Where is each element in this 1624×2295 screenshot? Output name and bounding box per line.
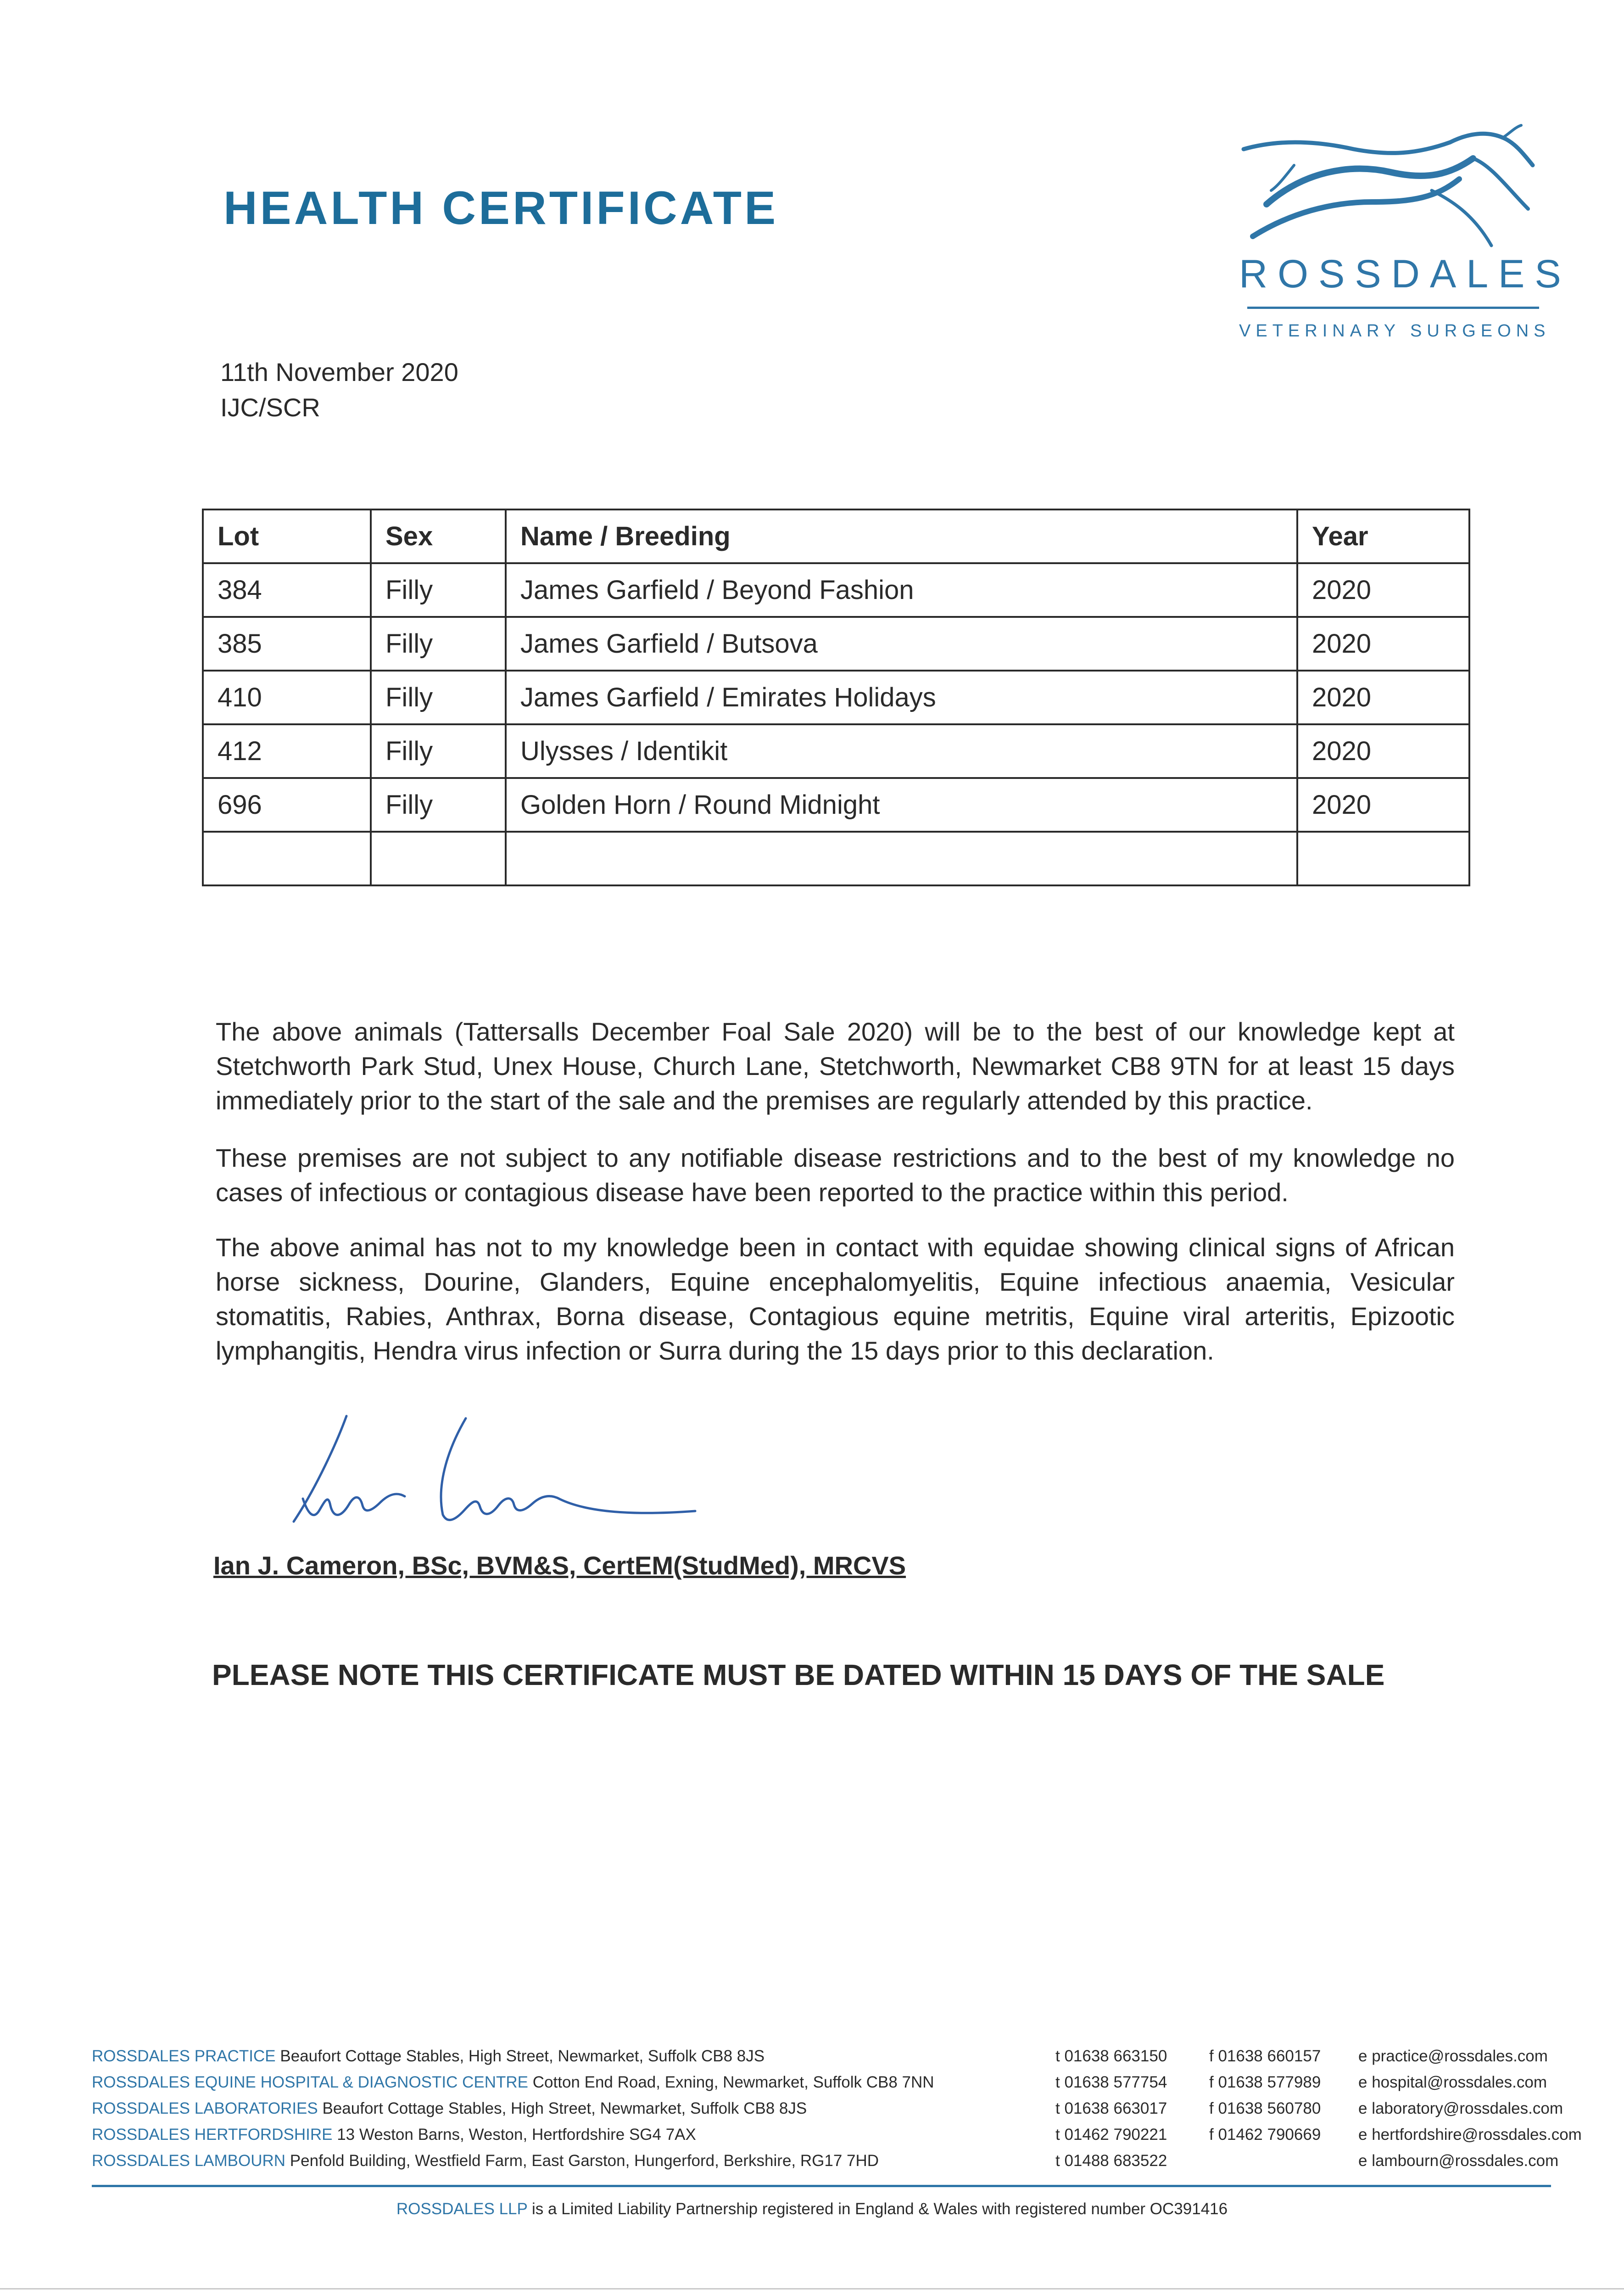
- legal-company-name: ROSSDALES LLP: [396, 2200, 528, 2218]
- cell-lot: 412: [203, 724, 371, 778]
- table-row: [203, 563, 1469, 617]
- cell-lot: 385: [203, 617, 371, 671]
- location-name: ROSSDALES EQUINE HOSPITAL & DIAGNOSTIC CENTRE: [92, 2073, 529, 2091]
- cell-sex: [371, 832, 506, 885]
- location-address: Beaufort Cottage Stables, High Street, Newmarket, Suffolk CB8 8JS: [280, 2047, 765, 2065]
- legal-text: is a Limited Liability Partnership registered in England & Wales with registered number OC391416: [531, 2200, 1228, 2218]
- horse-logo-icon: [1234, 122, 1546, 255]
- cell-year: 2020: [1297, 563, 1469, 617]
- certificate-note: PLEASE NOTE THIS CERTIFICATE MUST BE DATED WITHIN 15 DAYS OF THE SALE: [212, 1658, 1385, 1691]
- cell-sex: Filly: [371, 617, 506, 671]
- logo-wordmark: ROSSDALES: [1239, 252, 1571, 296]
- location-address: Cotton End Road, Exning, Newmarket, Suffolk CB8 7NN: [532, 2073, 934, 2091]
- cell-name-breeding: James Garfield / Emirates Holidays: [506, 671, 1297, 724]
- location-name: ROSSDALES HERTFORDSHIRE: [92, 2126, 333, 2144]
- location-email: e hertfordshire@rossdales.com: [1358, 2126, 1582, 2144]
- footer-location-row: [92, 2152, 1559, 2178]
- column-header-name-breeding: Name / Breeding: [506, 509, 1297, 563]
- location-fax: f 01462 790669: [1209, 2126, 1321, 2144]
- cell-lot: 384: [203, 563, 371, 617]
- table-header-row: [203, 509, 1469, 563]
- handwritten-signature: [285, 1414, 789, 1533]
- cell-year: 2020: [1297, 671, 1469, 724]
- cell-name-breeding: Golden Horn / Round Midnight: [506, 778, 1297, 832]
- cell-lot: 696: [203, 778, 371, 832]
- location-telephone: t 01462 790221: [1055, 2126, 1167, 2144]
- location-telephone: t 01638 663017: [1055, 2099, 1167, 2117]
- cell-lot: [203, 832, 371, 885]
- cell-name-breeding: James Garfield / Beyond Fashion: [506, 563, 1297, 617]
- location-address: Penfold Building, Westfield Farm, East Garston, Hungerford, Berkshire, RG17 7HD: [290, 2152, 879, 2170]
- cell-name-breeding: Ulysses / Identikit: [506, 724, 1297, 778]
- column-header-sex: Sex: [371, 509, 506, 563]
- certificate-title: HEALTH CERTIFICATE: [223, 182, 779, 234]
- location-telephone: t 01638 663150: [1055, 2047, 1167, 2065]
- rossdales-logo: [1234, 122, 1571, 351]
- logo-divider: [1247, 307, 1539, 309]
- location-name: ROSSDALES PRACTICE: [92, 2047, 276, 2065]
- location-address: Beaufort Cottage Stables, High Street, Newmarket, Suffolk CB8 8JS: [322, 2099, 807, 2117]
- lot-table: [202, 509, 1470, 886]
- letter-date: 11th November 2020: [220, 358, 458, 386]
- table-row: [203, 778, 1469, 832]
- column-header-year: Year: [1297, 509, 1469, 563]
- footer-location-row: [92, 2126, 1582, 2152]
- signer-name: Ian J. Cameron, BSc, BVM&S, CertEM(StudMed), MRCVS: [213, 1551, 906, 1580]
- location-fax: f 01638 560780: [1209, 2099, 1321, 2117]
- location-email: e laboratory@rossdales.com: [1358, 2099, 1563, 2117]
- location-email: e hospital@rossdales.com: [1358, 2073, 1547, 2091]
- footer-locations: [92, 2047, 1582, 2178]
- location-email: e lambourn@rossdales.com: [1358, 2152, 1559, 2170]
- column-header-lot: Lot: [203, 509, 371, 563]
- logo-subtitle: VETERINARY SURGEONS: [1239, 321, 1551, 341]
- cell-sex: Filly: [371, 778, 506, 832]
- legal-notice: [0, 2200, 1624, 2218]
- location-address: 13 Weston Barns, Weston, Hertfordshire SG4 7AX: [337, 2126, 696, 2144]
- footer-location-row: [92, 2047, 1551, 2073]
- cell-lot: 410: [203, 671, 371, 724]
- cell-sex: Filly: [371, 671, 506, 724]
- footer-location-row: [92, 2073, 1551, 2099]
- location-name: ROSSDALES LAMBOURN: [92, 2152, 286, 2170]
- signature-icon: [285, 1414, 789, 1533]
- page-edge: [0, 2288, 1624, 2289]
- table-row: [203, 724, 1469, 778]
- statement-paragraph: These premises are not subject to any notifiable disease restrictions and to the best of my knowledge no cases of infectious or contagious disease have been reported to the practice within this period.: [216, 1143, 1455, 1207]
- cell-name-breeding: [506, 832, 1297, 885]
- location-name: ROSSDALES LABORATORIES: [92, 2099, 318, 2117]
- statement-paragraph: The above animal has not to my knowledge been in contact with equidae showing clinical signs of African horse sickness, Dourine, Glanders, Equine encephalomyelitis, Equine infectious anaemia, Vesicular stomatitis, Rabies, Anthrax, Borna disease, Contagious equine metritis, Equine viral arteritis, Epizootic lymphangitis, Hendra virus infection or Surra during the 15 days prior to this declaration.: [216, 1233, 1455, 1365]
- cell-year: 2020: [1297, 778, 1469, 832]
- location-fax: f 01638 660157: [1209, 2047, 1321, 2065]
- location-fax: f 01638 577989: [1209, 2073, 1321, 2091]
- footer-divider: [92, 2185, 1551, 2187]
- location-telephone: t 01638 577754: [1055, 2073, 1167, 2091]
- table-row: [203, 671, 1469, 724]
- cell-year: [1297, 832, 1469, 885]
- table-row: [203, 617, 1469, 671]
- cell-sex: Filly: [371, 563, 506, 617]
- table-row-empty: [203, 832, 1469, 885]
- statement-paragraph: The above animals (Tattersalls December Foal Sale 2020) will be to the best of our knowledge kept at Stetchworth Park Stud, Unex House, Church Lane, Stetchworth, Newmarket CB8 9TN for at least 15 days immediately prior to the start of the sale and the premises are regularly attended by this practice.: [216, 1017, 1455, 1115]
- cell-year: 2020: [1297, 617, 1469, 671]
- cell-sex: Filly: [371, 724, 506, 778]
- footer-location-row: [92, 2099, 1563, 2126]
- cell-year: 2020: [1297, 724, 1469, 778]
- letter-reference: IJC/SCR: [220, 393, 320, 422]
- location-telephone: t 01488 683522: [1055, 2152, 1167, 2170]
- location-email: e practice@rossdales.com: [1358, 2047, 1548, 2065]
- cell-name-breeding: James Garfield / Butsova: [506, 617, 1297, 671]
